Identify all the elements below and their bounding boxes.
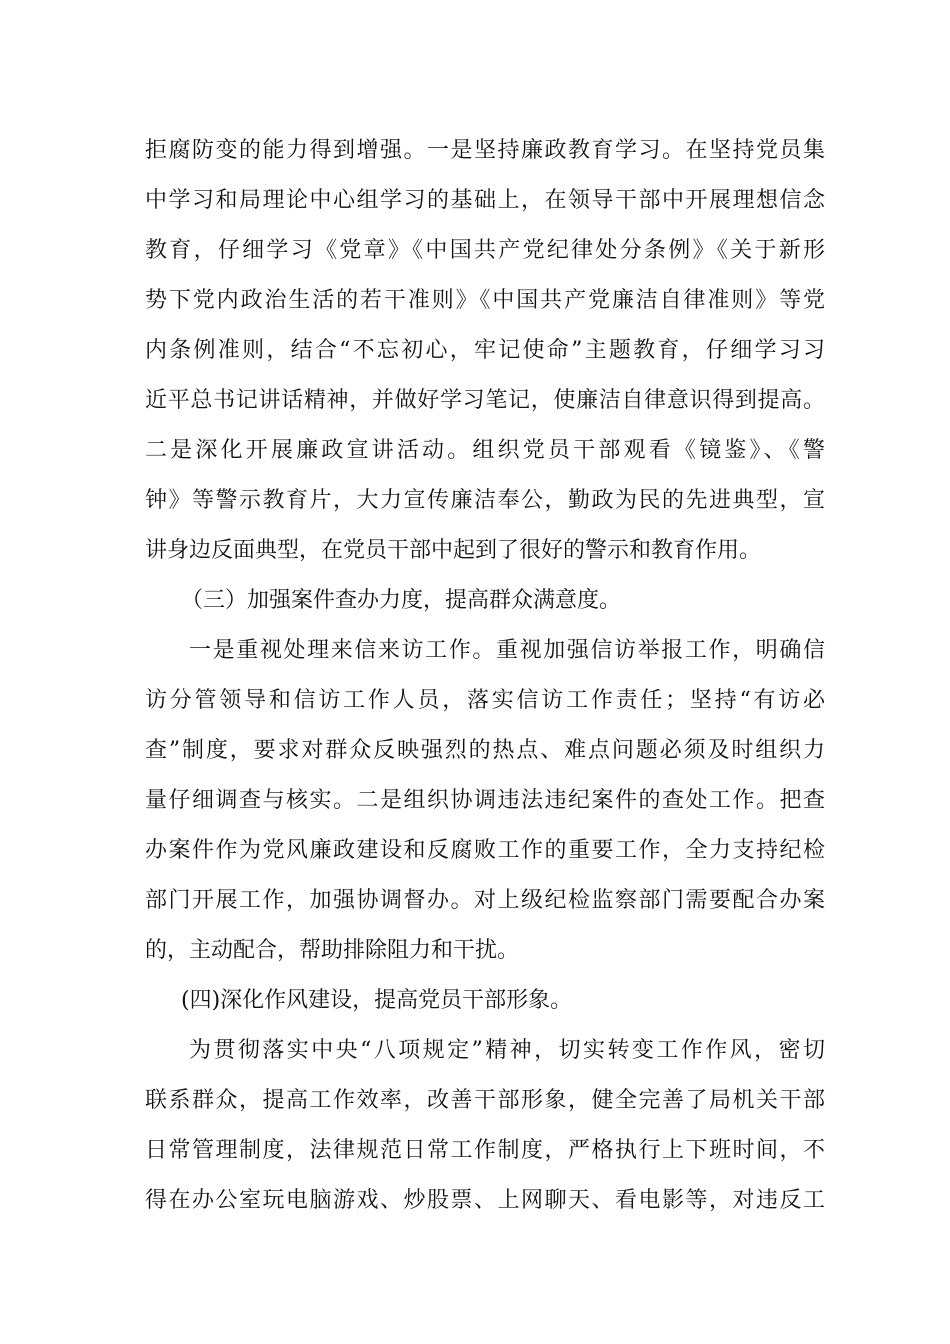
text-line: 中学习和局理论中心组学习的基础上，在领导干部中开展理想信念: [145, 188, 825, 213]
text-line: 得在办公室玩电脑游戏、炒股票、上网聊天、看电影等，对违反工: [145, 1188, 825, 1213]
text-line: 访分管领导和信访工作人员，落实信访工作责任；坚持“有访必: [145, 688, 825, 713]
text-line: 近平总书记讲话精神，并做好学习笔记，使廉洁自律意识得到提高。: [145, 388, 825, 413]
text-line: 量仔细调查与核实。二是组织协调违法违纪案件的查处工作。把查: [145, 788, 825, 813]
text-line: 部门开展工作，加强协调督办。对上级纪检监察部门需要配合办案: [145, 888, 825, 913]
text-line: 为贯彻落实中央“八项规定”精神，切实转变工作作风，密切: [189, 1038, 825, 1063]
text-line: 讲身边反面典型，在党员干部中起到了很好的警示和教育作用。: [145, 538, 762, 563]
text-line: 势下党内政治生活的若干准则》《中国共产党廉洁自律准则》等党: [145, 288, 825, 313]
section-heading: (四)深化作风建设，提高党员干部形象。: [181, 988, 573, 1013]
section-heading: （三）加强案件查办力度，提高群众满意度。: [181, 588, 622, 613]
text-line: 查”制度，要求对群众反映强烈的热点、难点问题必须及时组织力: [145, 738, 825, 763]
text-line: 内条例准则，结合“不忘初心，牢记使命”主题教育，仔细学习习: [145, 338, 825, 363]
text-line: 一是重视处理来信来访工作。重视加强信访举报工作，明确信: [189, 638, 825, 663]
document-body: [145, 126, 825, 1226]
text-line: 拒腐防变的能力得到增强。一是坚持廉政教育学习。在坚持党员集: [145, 138, 825, 163]
text-line: 联系群众，提高工作效率，改善干部形象，健全完善了局机关干部: [145, 1088, 825, 1113]
text-line: 教育，仔细学习《党章》《中国共产党纪律处分条例》《关于新形: [145, 238, 825, 263]
text-line: 的，主动配合，帮助排除阻力和干扰。: [145, 938, 520, 963]
text-line: 二是深化开展廉政宣讲活动。组织党员干部观看《镜鉴》、《警: [145, 438, 825, 463]
text-line: 办案件作为党风廉政建设和反腐败工作的重要工作，全力支持纪检: [145, 838, 825, 863]
text-line: 日常管理制度，法律规范日常工作制度，严格执行上下班时间，不: [145, 1138, 825, 1163]
text-line: 钟》等警示教育片，大力宣传廉洁奉公，勤政为民的先进典型，宣: [145, 488, 825, 513]
